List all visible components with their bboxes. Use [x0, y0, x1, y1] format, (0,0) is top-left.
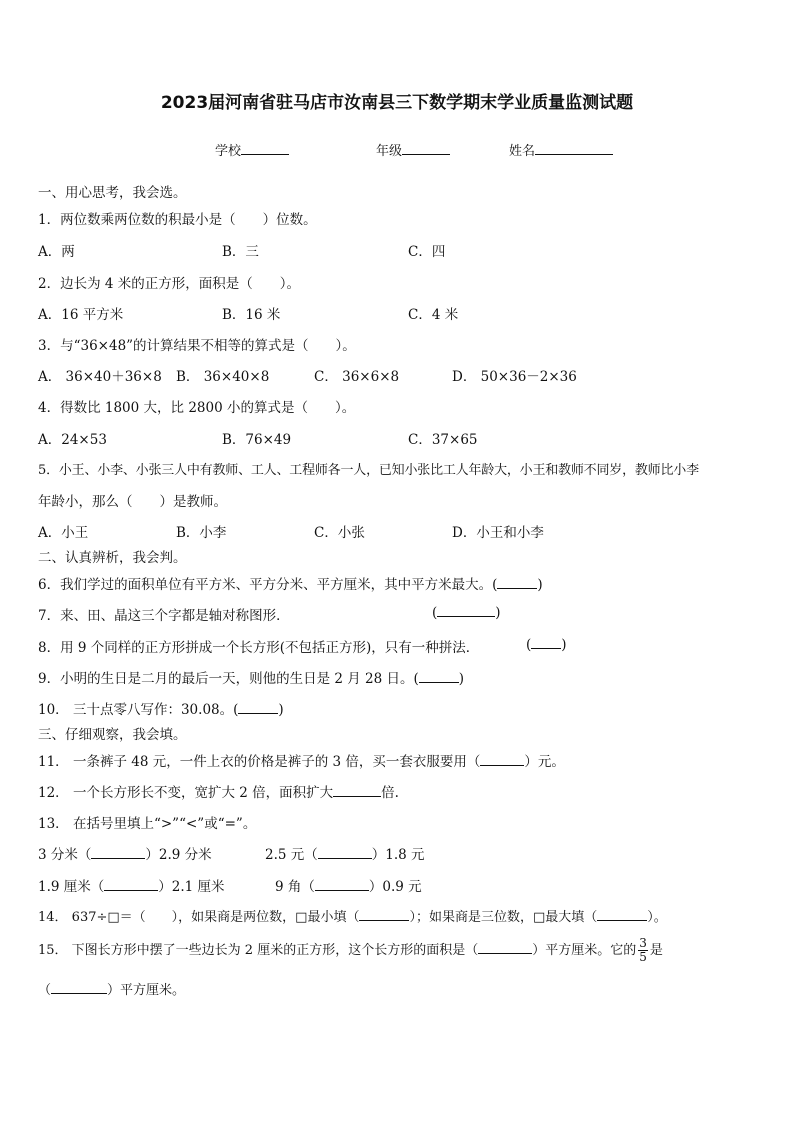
q3-option-a: A． 36×40＋36×8 [38, 369, 162, 385]
q7-answer-blank [437, 604, 495, 617]
q13-item-3-left: 1.9 厘米（ [38, 879, 105, 895]
grade-label: 年级 [376, 144, 403, 159]
q10-close: ) [278, 702, 284, 718]
q12-answer-blank [333, 784, 381, 797]
question-13: 13． 在括号里填上“>”“<”或“=”。 [38, 816, 257, 832]
question-12 [38, 781, 399, 801]
q7-answer [432, 604, 501, 621]
question-9 [38, 667, 464, 687]
section-heading: 三、仔细观察，我会填。 [38, 727, 187, 743]
q2-option-a: A．16 平方米 [38, 307, 124, 323]
question-7 [38, 604, 518, 624]
q4-option-c: C．37×65 [408, 432, 478, 448]
question-8 [38, 636, 578, 656]
question-5-line-1: 5．小王、小李、小张三人中有教师、工人、工程师各一人，已知小张比工人年龄大，小王和教师不同岁，教师比小李 [38, 463, 699, 478]
q12-text: 12． 一个长方形长不变，宽扩大 2 倍，面积扩大 [38, 785, 334, 801]
q9-answer-blank [419, 670, 459, 683]
q13-item-4-right: ）0.9 元 [368, 879, 422, 895]
q15-part-3: 是 [649, 943, 663, 958]
q8-close: ) [561, 637, 567, 653]
name-label: 姓名 [509, 144, 536, 159]
q3-option-b: B． 36×40×8 [176, 369, 270, 385]
question-15-line-2 [38, 979, 185, 998]
q3-option-c: C． 36×6×8 [314, 369, 400, 385]
q7-text: 7．来、田、晶这三个字都是轴对称图形． [38, 608, 290, 624]
question-15-line-1 [38, 936, 663, 970]
q5-option-c: C．小张 [314, 525, 365, 541]
q10-text: 10． 三十点零八写作：30.08。( [38, 702, 239, 718]
q8-text: 8．用 9 个同样的正方形拼成一个长方形(不包括正方形)，只有一种拼法． [38, 640, 480, 656]
q1-option-c: C．四 [408, 244, 446, 260]
name-field [509, 140, 613, 159]
q11-answer-blank [480, 753, 524, 766]
question-14 [38, 906, 667, 925]
school-label: 学校 [215, 144, 242, 159]
q13-item-4-left: 9 角（ [275, 879, 315, 895]
q4-option-b: B．76×49 [222, 432, 292, 448]
school-field [215, 140, 289, 159]
question-11 [38, 750, 565, 770]
q5-option-a: A．小王 [38, 525, 89, 541]
q13-item-2-left: 2.5 元（ [265, 847, 318, 863]
q7-close: ) [495, 605, 501, 621]
q7-open: ( [432, 605, 438, 621]
q9-close: ) [458, 671, 465, 687]
q15-blank-1 [478, 941, 532, 954]
q11-end: ）元。 [524, 754, 565, 770]
q13-item-3-blank [104, 878, 158, 891]
q13-item-4 [275, 875, 422, 895]
q13-item-1-right: ）2.9 分米 [145, 847, 212, 863]
q14-part-3: ）。 [647, 910, 667, 925]
q13-item-3-right: ）2.1 厘米 [158, 879, 225, 895]
q15-fraction [638, 937, 648, 964]
q6-text: 6．我们学过的面积单位有平方米、平方分米、平方厘米，其中平方米最大。( [38, 577, 498, 593]
q11-text: 11． 一条裤子 48 元，一件上衣的价格是裤子的 3 倍，买一套衣服要用（ [38, 754, 481, 770]
question-6 [38, 573, 543, 593]
q15-line-2-open: （ [38, 983, 52, 998]
question-2: 2．边长为 4 米的正方形，面积是（ ）。 [38, 276, 301, 292]
grade-blank [402, 142, 450, 155]
section-heading: 一、用心思考，我会选。 [38, 185, 187, 201]
q2-option-b: B．16 米 [222, 307, 281, 323]
q2-option-c: C．4 米 [408, 307, 459, 323]
question-4: 4．得数比 1800 大，比 2800 小的算式是（ ）。 [38, 400, 356, 416]
q13-item-4-blank [315, 878, 369, 891]
q15-part-1: 15． 下图长方形中摆了一些边长为 2 厘米的正方形，这个长方形的面积是（ [38, 943, 479, 958]
q14-part-1: 14． 637÷□＝（ ），如果商是两位数，□最小填（ [38, 910, 360, 925]
q5-option-d: D．小王和小李 [452, 525, 544, 541]
q14-part-2: ）；如果商是三位数，□最大填（ [409, 910, 598, 925]
q14-blank-1 [359, 908, 409, 921]
grade-field [376, 140, 450, 159]
q13-item-2 [265, 843, 425, 863]
q12-end: 倍. [381, 785, 399, 801]
q13-item-1-blank [91, 846, 145, 859]
q8-answer-blank [531, 636, 561, 649]
q9-text: 9．小明的生日是二月的最后一天，则他的生日是 2 月 28 日。( [38, 671, 419, 687]
fraction-denominator: 5 [639, 950, 647, 964]
name-blank [535, 142, 613, 155]
q13-item-2-right: ）1.8 元 [371, 847, 425, 863]
q1-option-b: B．三 [222, 244, 259, 260]
q15-line-2-end: ）平方厘米。 [107, 983, 186, 998]
q13-item-1-left: 3 分米（ [38, 847, 92, 863]
school-blank [241, 142, 289, 155]
page-title: 2023届河南省驻马店市汝南县三下数学期末学业质量监测试题 [160, 93, 634, 113]
q8-answer [526, 636, 567, 653]
section-heading: 二、认真辨析，我会判。 [38, 550, 187, 566]
question-10 [38, 698, 284, 718]
question-3: 3．与“36×48”的计算结果不相等的算式是（ ）。 [38, 338, 356, 354]
q6-answer-blank [497, 576, 537, 589]
q5-option-b: B．小李 [176, 525, 227, 541]
q3-option-d: D． 50×36－2×36 [452, 369, 577, 385]
q8-open: ( [526, 637, 532, 653]
q4-option-a: A．24×53 [38, 432, 107, 448]
q15-blank-2 [51, 981, 107, 994]
q10-answer-blank [238, 701, 278, 714]
q13-item-1 [38, 843, 212, 863]
fraction-numerator: 3 [639, 936, 647, 950]
q1-option-a: A．两 [38, 244, 75, 260]
q13-item-2-blank [318, 846, 372, 859]
question-1: 1．两位数乘两位数的积最小是（ ）位数。 [38, 212, 317, 228]
q6-close: ) [537, 577, 543, 593]
q15-part-2: ）平方厘米。它的 [532, 943, 637, 958]
q13-item-3 [38, 875, 225, 895]
question-5-line-2: 年龄小，那么（ ）是教师。 [38, 494, 227, 510]
q14-blank-2 [597, 908, 647, 921]
